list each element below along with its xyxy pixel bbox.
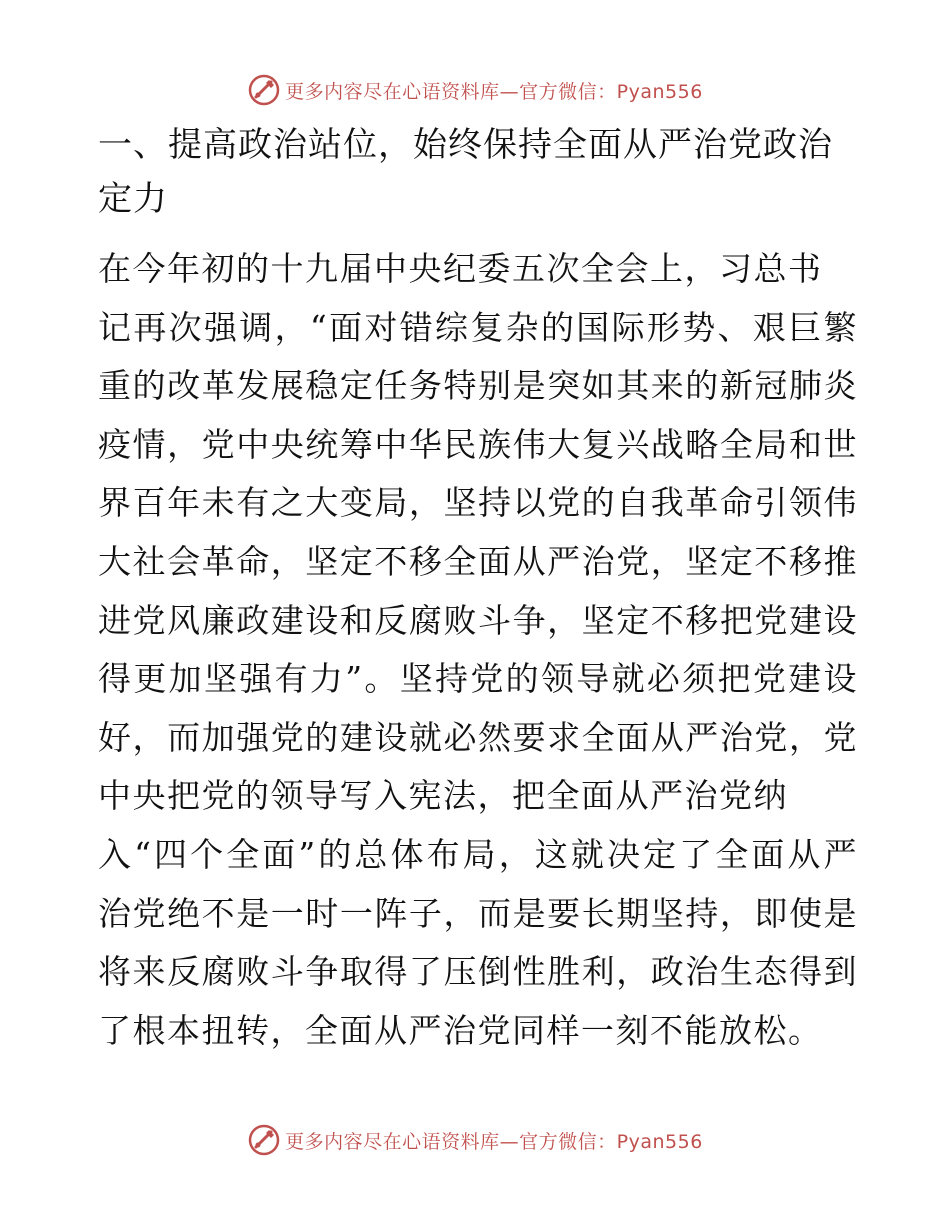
header-banner-text: 更多内容尽在心语资料库—官方微信：Pyan556 <box>285 80 703 103</box>
paragraph-line: 疫情，党中央统筹中华民族伟大复兴战略全局和世 <box>98 424 858 464</box>
paragraph-line: 好，而加强党的建设就必然要求全面从严治党，党 <box>98 717 858 757</box>
footer-banner-text: 更多内容尽在心语资料库—官方微信：Pyan556 <box>285 1130 703 1153</box>
paragraph-line: 大社会革命，坚定不移全面从严治党，坚定不移推 <box>98 541 858 581</box>
footer-banner <box>0 1120 950 1160</box>
paragraph-line: 记再次强调，“面对错综复杂的国际形势、艰巨繁 <box>98 307 858 347</box>
section-heading <box>98 118 858 226</box>
paragraph-line: 中央把党的领导写入宪法，把全面从严治党纳 <box>98 776 788 816</box>
document-body <box>98 118 858 1060</box>
paragraph-line: 将来反腐败斗争取得了压倒性胜利，政治生态得到 <box>98 952 858 992</box>
xinyu-logo-icon <box>247 1123 281 1157</box>
paragraph-line: 得更加坚强有力”。坚持党的领导就必须把党建设 <box>98 659 858 699</box>
paragraph-line: 了根本扭转，全面从严治党同样一刻不能放松。 <box>98 1010 823 1050</box>
xinyu-logo-icon <box>247 73 281 107</box>
paragraph-line: 在今年初的十九届中央纪委五次全会上，习总书 <box>98 249 823 288</box>
paragraph-line: 界百年未有之大变局，坚持以党的自我革命引领伟 <box>98 483 858 523</box>
paragraph-line: 入“四个全面”的总体布局，这就决定了全面从严 <box>98 834 858 874</box>
header-banner <box>0 70 950 110</box>
heading-line: 定力 <box>98 179 168 219</box>
paragraph <box>98 240 858 1060</box>
paragraph-line: 进党风廉政建设和反腐败斗争，坚定不移把党建设 <box>98 600 858 640</box>
heading-line: 一、提高政治站位，始终保持全面从严治党政治 <box>98 125 833 165</box>
paragraph-line: 重的改革发展稳定任务特别是突如其来的新冠肺炎 <box>98 366 858 406</box>
paragraph-line: 治党绝不是一时一阵子，而是要长期坚持，即使是 <box>98 893 858 933</box>
